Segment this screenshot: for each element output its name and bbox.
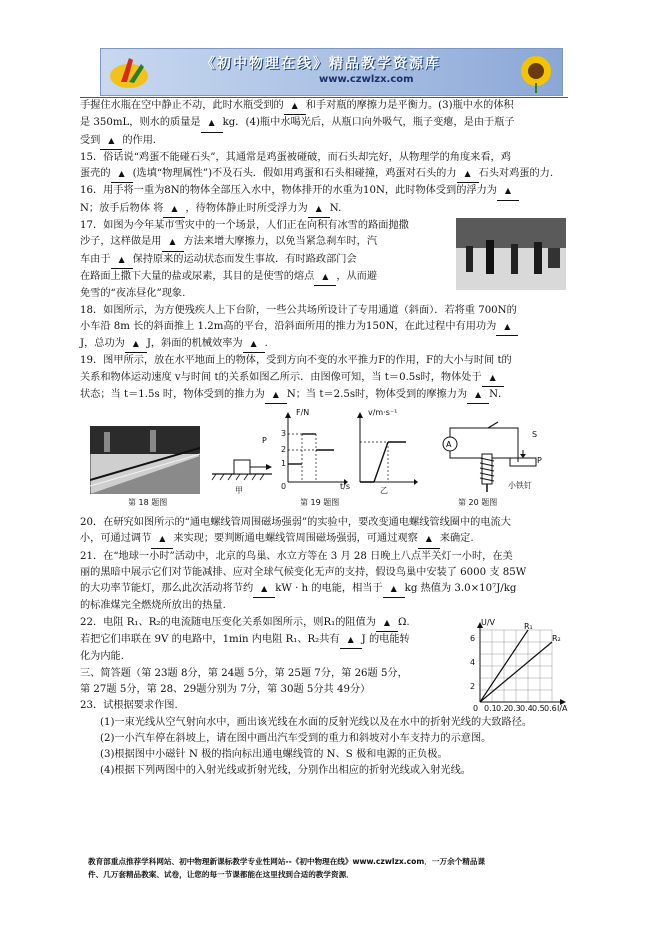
text-segment: 状态；当 t＝1.5s 时，物体受到的推力为 — [80, 389, 265, 401]
blank-marker: ▲ — [272, 390, 279, 400]
fig19-force-time-graph — [278, 412, 348, 490]
text-line — [80, 549, 584, 565]
text-segment: 19．图甲所示，放在水平地面上的物体，受到方向不变的水平推力F的作用，F的大小与时间 t的 — [80, 355, 512, 367]
text-segment: (2)一小汽车停在斜坡上，请在图中画出汽车受到的重力和斜坡对小车支持力的示意图。 — [100, 732, 492, 744]
blank-marker: ▲ — [159, 534, 166, 544]
fig22-tick-i06: 0.6 — [544, 704, 557, 713]
fig18-caption: 第 18 题图 — [128, 498, 168, 507]
fig22-tick-i02: 0.2 — [496, 704, 509, 713]
answer-blank[interactable] — [201, 115, 223, 132]
fig22-label-R1: R₁ — [524, 622, 533, 631]
text-segment: 化为内能. — [80, 651, 124, 663]
blank-marker: ▲ — [118, 254, 125, 264]
text-segment: 16．用手将一重为8N的物体全部压入水中，物体排开的水重为10N，此时物体受到的浮力为 — [80, 185, 497, 197]
text-line — [80, 183, 584, 200]
fig19-block-diagram — [210, 440, 274, 484]
text-line — [80, 353, 584, 369]
fig17-snow-photo — [456, 218, 566, 290]
fig20-label-nail: 小铁钉 — [508, 481, 532, 490]
sunflower-icon — [516, 51, 556, 93]
text-segment: J，总功为 — [80, 338, 125, 350]
blank-marker: ▲ — [169, 237, 176, 247]
answer-blank[interactable] — [314, 269, 336, 286]
text-segment: 三、简答题（第 23题 8分，第 24题 5分，第 25题 7分，第 26题 5分， — [80, 667, 408, 679]
text-segment: 22．电阻 R₁、R₂的电流随电压变化关系如图所示，则R₁的阻值为 — [80, 616, 376, 628]
fig22-axis-I: I/A — [557, 704, 568, 713]
fig19-axis-t: t/s — [340, 482, 350, 491]
fig22-tick-i01: 0.1 — [484, 704, 497, 713]
blank-marker: ▲ — [504, 186, 512, 196]
answer-blank[interactable] — [457, 166, 479, 183]
text-segment: 的作用． — [122, 134, 164, 146]
text-line — [80, 565, 584, 581]
text-segment: 小车沿 8m 长的斜面推上 1.2m高的平台，沿斜面所用的推力为150N，在此过程中有用功为 — [80, 320, 497, 332]
fig19-axis-F: F/N — [296, 408, 310, 417]
text-segment: ，从而避 — [336, 270, 378, 282]
blank-marker: ▲ — [425, 534, 432, 544]
text-line — [80, 98, 584, 115]
text-segment: 23．试根据要求作图. — [80, 700, 178, 712]
text-line — [80, 763, 584, 779]
text-segment: 蛋壳的 — [80, 168, 111, 180]
banner-url: www.czwlzx.com — [319, 74, 414, 85]
text-segment: N. — [329, 202, 342, 214]
site-logo-icon — [107, 52, 155, 92]
fig22-voltage-current-graph — [466, 622, 566, 708]
text-line — [80, 598, 584, 614]
answer-blank[interactable] — [467, 387, 489, 404]
text-segment: 沙子，这样做是用 — [80, 236, 162, 248]
text-line — [80, 747, 584, 763]
text-line — [80, 715, 584, 731]
blank-marker: ▲ — [489, 372, 496, 382]
text-segment: (1)一束光线从空气射向水中，画出该光线在水面的反射光线以及在水中的折射光线的大致路径。 — [100, 716, 533, 728]
text-line — [80, 319, 584, 336]
text-segment: 若把它们串联在 9V 的电路中，1min 内电阻 R₁、R₂共有 — [80, 634, 340, 646]
text-line — [80, 166, 584, 183]
blank-marker: ▲ — [390, 584, 397, 594]
blank-marker: ▲ — [108, 135, 115, 145]
text-segment: 丽的黑暗中展示它们对节能减排、应对全球气候变化无声的支持，假设鸟巢中安装了 6000 支 85W — [80, 566, 527, 578]
blank-marker: ▲ — [504, 321, 511, 331]
blank-marker: ▲ — [464, 169, 471, 179]
answer-blank[interactable] — [418, 531, 440, 548]
answer-blank[interactable] — [243, 336, 265, 353]
text-segment: 免雪的“夜冻昼化”现象. — [80, 288, 186, 300]
answer-blank[interactable] — [253, 581, 275, 598]
blank-marker: ▲ — [250, 339, 257, 349]
fig22-tick-i04: 0.4 — [520, 704, 533, 713]
text-line — [80, 336, 584, 353]
text-segment: 关系和物体运动速度 v与时间 t的关系如图乙所示．由图像可知，当 t＝0.5s时，物体处于 — [80, 371, 482, 383]
fig19-tick-1: 1 — [281, 459, 287, 468]
answer-blank[interactable] — [497, 183, 519, 200]
fig22-tick-u2: 2 — [470, 682, 476, 691]
fig20-caption: 第 20 题图 — [458, 498, 498, 507]
text-segment: (3)根据图中小磁针 N 极的指向标出通电螺线管的 N、S 极和电源的正负极。 — [100, 749, 448, 761]
blank-marker: ▲ — [261, 584, 268, 594]
footer-line-2: 件、几万套精品教案、试卷，让您的每一节课都能在这里找到合适的教学资源． — [88, 870, 354, 879]
text-segment: (选填“物理属性”)不及石头．假如用鸡蛋和石头相碰撞，鸡蛋对石头的力 — [132, 168, 457, 180]
text-line — [80, 731, 584, 747]
text-segment: kg 热值为 3.0×10⁷J/kg — [404, 583, 517, 595]
fig19-label-jia: 甲 — [235, 486, 243, 495]
fig20-label-P: P — [537, 456, 542, 465]
fig19-tick-0: 0 — [281, 482, 287, 491]
fig22-tick-0: 0 — [473, 704, 479, 713]
text-segment: 的大功率节能灯，那么此次活动将节约 — [80, 583, 254, 595]
fig22-tick-i03: 0.3 — [508, 704, 521, 713]
fig19-tick-2: 2 — [281, 445, 287, 454]
text-line — [80, 303, 584, 319]
text-segment: 手握住水瓶在空中静止不动，此时水瓶受到的 — [80, 100, 284, 111]
fig18-ramp-photo — [90, 426, 200, 494]
fig22-tick-u6: 6 — [470, 634, 476, 643]
text-segment: kW · h 的电能，相当于 — [275, 583, 383, 595]
text-segment: 方法来增大摩擦力，以免当紧急刹车时，汽 — [183, 236, 378, 248]
blank-marker: ▲ — [315, 203, 322, 213]
text-segment: . — [264, 338, 268, 350]
text-segment: N；放手后物体 将 — [80, 202, 164, 214]
fig22-axis-U: U/V — [481, 618, 496, 627]
text-segment: 车由于 — [80, 253, 111, 265]
answer-blank[interactable] — [482, 370, 504, 387]
blank-marker: ▲ — [347, 635, 354, 645]
text-segment: 20．在研究如图所示的“通电螺线管周围磁场强弱”的实验中，要改变通电螺线管线圈中的电流大 — [80, 517, 511, 528]
text-segment: J 的电能转 — [361, 634, 410, 646]
fig19-velocity-time-graph — [352, 412, 418, 490]
text-segment: N；当 t＝2.5s时，物体受到的摩擦力为 — [286, 389, 468, 401]
text-line — [80, 515, 584, 531]
text-segment: 在路面上撒下大量的盐或尿素，其目的是使雪的熔点 — [80, 270, 315, 282]
text-segment: 17．如图为今年某市雪灾中的一个场景，人们正在向积有冰雪的路面抛撒 — [80, 220, 409, 232]
text-segment: 18．如图所示，为方便残疾人上下台阶，一些公共场所设计了专用通道（斜面）．若将重 700N的 — [80, 304, 517, 316]
text-line — [80, 133, 584, 150]
text-line — [80, 581, 584, 598]
text-segment: 石头对鸡蛋的力. — [478, 168, 554, 180]
text-segment: kg．(4)瓶中水喝光后，从瓶口向外吸气，瓶子变瘪，是由于瓶子 — [222, 117, 515, 129]
fig22-label-R2: R₂ — [552, 634, 561, 643]
answer-blank[interactable] — [162, 234, 184, 251]
answer-blank[interactable] — [125, 336, 147, 353]
text-segment: 的标准煤完全燃烧所放出的热量. — [80, 600, 226, 612]
text-segment: 小，可通过调节 — [80, 533, 152, 545]
text-segment: (4)根据下列两图中的入射光线或折射光线，分别作出相应的折射光线或入射光线。 — [100, 765, 471, 777]
banner-title: 《初中物理在线》精品教学资源库 — [201, 56, 441, 72]
answer-blank[interactable] — [284, 98, 306, 115]
blank-marker: ▲ — [132, 339, 139, 349]
fig19-axis-v: v/m·s⁻¹ — [368, 408, 398, 417]
text-segment: 15．俗话说“鸡蛋不能碰石头”，其通常是鸡蛋被碰破，而石头却完好，从物理学的角度来看，鸡 — [80, 151, 511, 163]
answer-blank[interactable] — [111, 166, 133, 183]
text-line — [80, 201, 584, 218]
svg-text:A: A — [446, 440, 452, 449]
fig19-label-P: P — [262, 436, 267, 445]
blank-marker: ▲ — [291, 101, 298, 110]
text-segment: 来实现；要判断通电螺线管周围磁场强弱，可通过观察 — [173, 533, 418, 545]
blank-marker: ▲ — [118, 169, 125, 179]
text-line — [80, 115, 584, 132]
answer-blank[interactable] — [496, 319, 518, 336]
text-segment: 受到 — [80, 134, 101, 146]
blank-marker: ▲ — [171, 203, 178, 213]
answer-blank[interactable] — [383, 581, 405, 598]
footer-line-1: 教育部重点推荐学科网站、初中物理新课标教学专业性网站--《初中物理在线》www.czwlzx.com．一万余个精品课 — [88, 857, 486, 866]
header-banner — [100, 48, 563, 96]
text-segment: 来确定. — [439, 533, 474, 545]
text-segment: 21．在“地球一小时”活动中，北京的鸟巢、水立方等在 3 月 28 日晚上八点半关灯一小时，在美 — [80, 550, 513, 562]
fig22-tick-i05: 0.5 — [532, 704, 545, 713]
blank-marker: ▲ — [208, 118, 215, 128]
fig22-tick-u4: 4 — [470, 658, 476, 667]
text-segment: 是 350mL，则水的质量是 — [80, 117, 201, 129]
blank-marker: ▲ — [475, 390, 482, 400]
text-line — [80, 387, 584, 404]
text-line — [80, 370, 584, 387]
answer-blank[interactable] — [163, 201, 185, 218]
text-line — [80, 531, 584, 548]
fig19-label-yi: 乙 — [380, 486, 388, 495]
fig20-label-S: S — [532, 430, 538, 439]
answer-blank[interactable] — [308, 201, 330, 218]
text-segment: 保持原来的运动状态而发生事故．有时路政部门会 — [132, 253, 357, 265]
answer-blank[interactable] — [265, 387, 287, 404]
blank-marker: ▲ — [383, 617, 391, 627]
text-segment: N． — [489, 389, 509, 401]
page-footer — [88, 855, 572, 881]
blank-marker: ▲ — [322, 271, 329, 281]
text-segment: ，待物体静止时所受浮力为 — [185, 202, 308, 214]
fig19-caption: 第 19 题图 — [300, 498, 340, 507]
text-line — [80, 150, 584, 166]
answer-blank[interactable] — [111, 252, 133, 269]
text-segment: 和手对瓶的摩擦力是平衡力。(3)瓶中水的体积 — [305, 100, 514, 111]
answer-blank[interactable] — [376, 615, 398, 632]
answer-blank[interactable] — [100, 133, 122, 150]
text-segment: 第 27题 5分，第 28、29题分别为 7分，第 30题 5分共 49分） — [80, 683, 371, 695]
text-segment: Ω. — [397, 616, 410, 628]
fig19-tick-3: 3 — [281, 429, 287, 438]
text-segment: J，斜面的机械效率为 — [146, 338, 243, 350]
answer-blank[interactable] — [340, 632, 362, 649]
answer-blank[interactable] — [151, 531, 173, 548]
